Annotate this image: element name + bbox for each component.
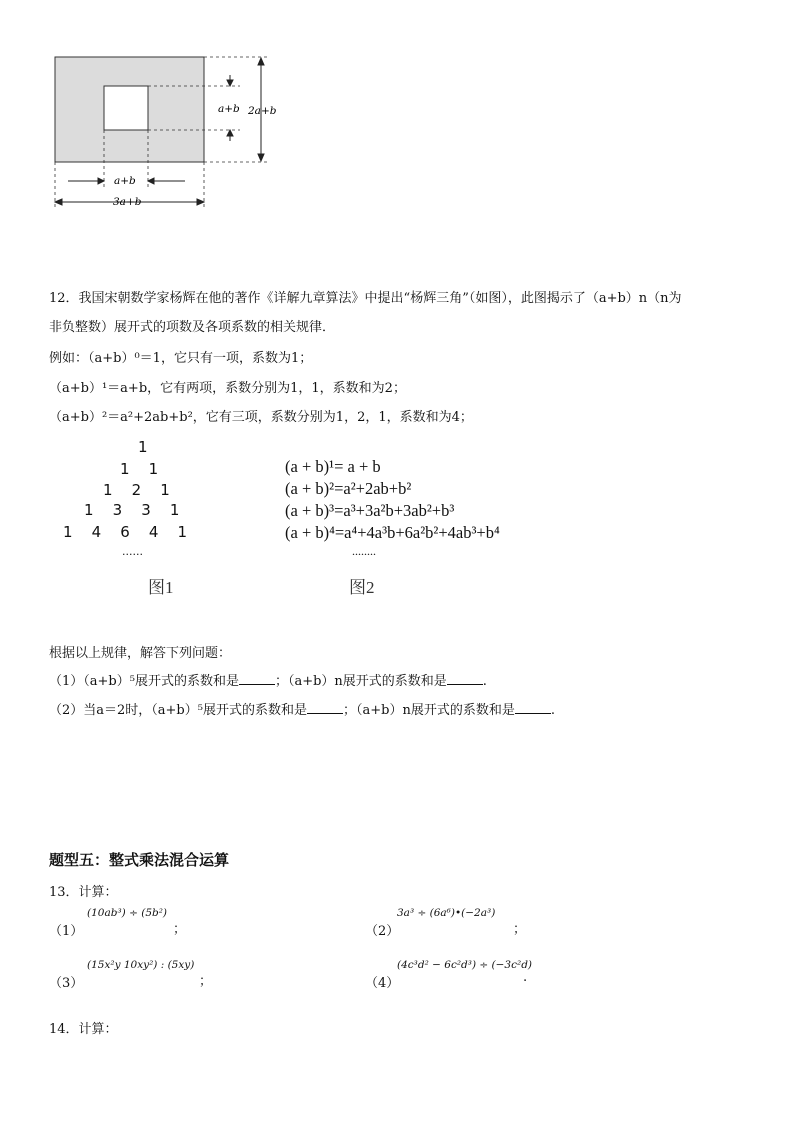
- q13-item4: [365, 957, 665, 991]
- answer-blank[interactable]: [515, 702, 551, 714]
- pascal-row: 1 3 3 1: [84, 501, 180, 519]
- item-expression: 3a³ ÷ (6a⁶)•(−2a³): [397, 907, 496, 919]
- item-expression: (4c³d² − 6c²d³) ÷ (−3c²d): [397, 959, 533, 971]
- item-number: （1）: [49, 924, 84, 939]
- figure2-caption: 图2: [349, 578, 375, 597]
- q13-item3: [49, 957, 349, 991]
- expansion-line: (a + b)³=a³+3a²b+3ab²+b³: [285, 501, 455, 520]
- item-expression: (15x²y 10xy²) : (5xy): [87, 959, 195, 971]
- item-expression: (10ab³) ÷ (5b²): [87, 907, 168, 919]
- item-end: ；: [199, 974, 213, 989]
- q12-line2: 非负整数）展开式的项数及各项系数的相关规律．: [49, 320, 336, 335]
- questions-intro: 根据以上规律，解答下列问题：: [49, 646, 232, 661]
- item-end: ；: [173, 922, 187, 937]
- inner-width-label: a+b: [114, 175, 136, 187]
- q12-example2: （a+b）²＝a²+2ab+b²，它有三项，系数分别为1，2，1，系数和为4；: [49, 410, 473, 425]
- expansion-line: (a + b)¹= a + b: [285, 457, 381, 476]
- pascal-dots: ......: [122, 545, 143, 558]
- question-2-part-b: ；（a+b）n展开式的系数和是: [342, 703, 515, 718]
- pascal-row: 1 2 1: [103, 481, 170, 499]
- q14-label: 14．计算：: [49, 1022, 118, 1037]
- inner-height-label: a+b: [218, 103, 240, 115]
- q13-label: 13．计算：: [49, 885, 118, 900]
- outer-width-label: 3a+b: [113, 196, 142, 208]
- q12-line1: 12．我国宋朝数学家杨辉在他的著作《详解九章算法》中提出“杨辉三角”（如图），此图揭示了（a+b）n（n为: [49, 291, 682, 306]
- item-number: （4）: [365, 976, 400, 991]
- item-number: （3）: [49, 976, 84, 991]
- rectangle-figure: [40, 45, 280, 215]
- q13-item1: [49, 905, 349, 939]
- question-1-part-b: ；（a+b）n展开式的系数和是: [274, 674, 447, 689]
- pascal-row: 1 4 6 4 1: [63, 523, 188, 541]
- expansion-line: (a + b)⁴=a⁴+4a³b+6a²b²+4ab³+b⁴: [285, 523, 500, 542]
- item-end: .: [523, 970, 528, 985]
- question-1-part-a: （1）（a+b）⁵展开式的系数和是: [49, 674, 239, 689]
- question-2-part-a: （2）当a＝2时，（a+b）⁵展开式的系数和是: [49, 703, 307, 718]
- question-1-end: .: [482, 674, 487, 689]
- item-end: ；: [513, 922, 527, 937]
- pascal-row: 1 1: [120, 460, 159, 478]
- answer-blank[interactable]: [239, 673, 275, 685]
- pascal-row: 1: [138, 438, 148, 456]
- answer-blank[interactable]: [447, 673, 483, 685]
- q13-item2: [365, 905, 665, 939]
- expansion-line: (a + b)²=a²+2ab+b²: [285, 479, 412, 498]
- question-2-end: .: [550, 703, 555, 718]
- outer-height-label: 2a+b: [248, 105, 277, 117]
- inner-square: [104, 86, 148, 130]
- q12-example0: 例如：（a+b）⁰＝1，它只有一项，系数为1；: [49, 351, 313, 366]
- question-2: [49, 699, 555, 718]
- question-1: [49, 670, 487, 689]
- expansion-dots: ........: [352, 544, 376, 558]
- answer-blank[interactable]: [307, 702, 343, 714]
- figure1-caption: 图1: [148, 578, 174, 597]
- q12-example1: （a+b）¹＝a+b，它有两项，系数分别为1，1，系数和为2；: [49, 381, 406, 396]
- section-title: 题型五：整式乘法混合运算: [49, 851, 230, 869]
- item-number: （2）: [365, 924, 400, 939]
